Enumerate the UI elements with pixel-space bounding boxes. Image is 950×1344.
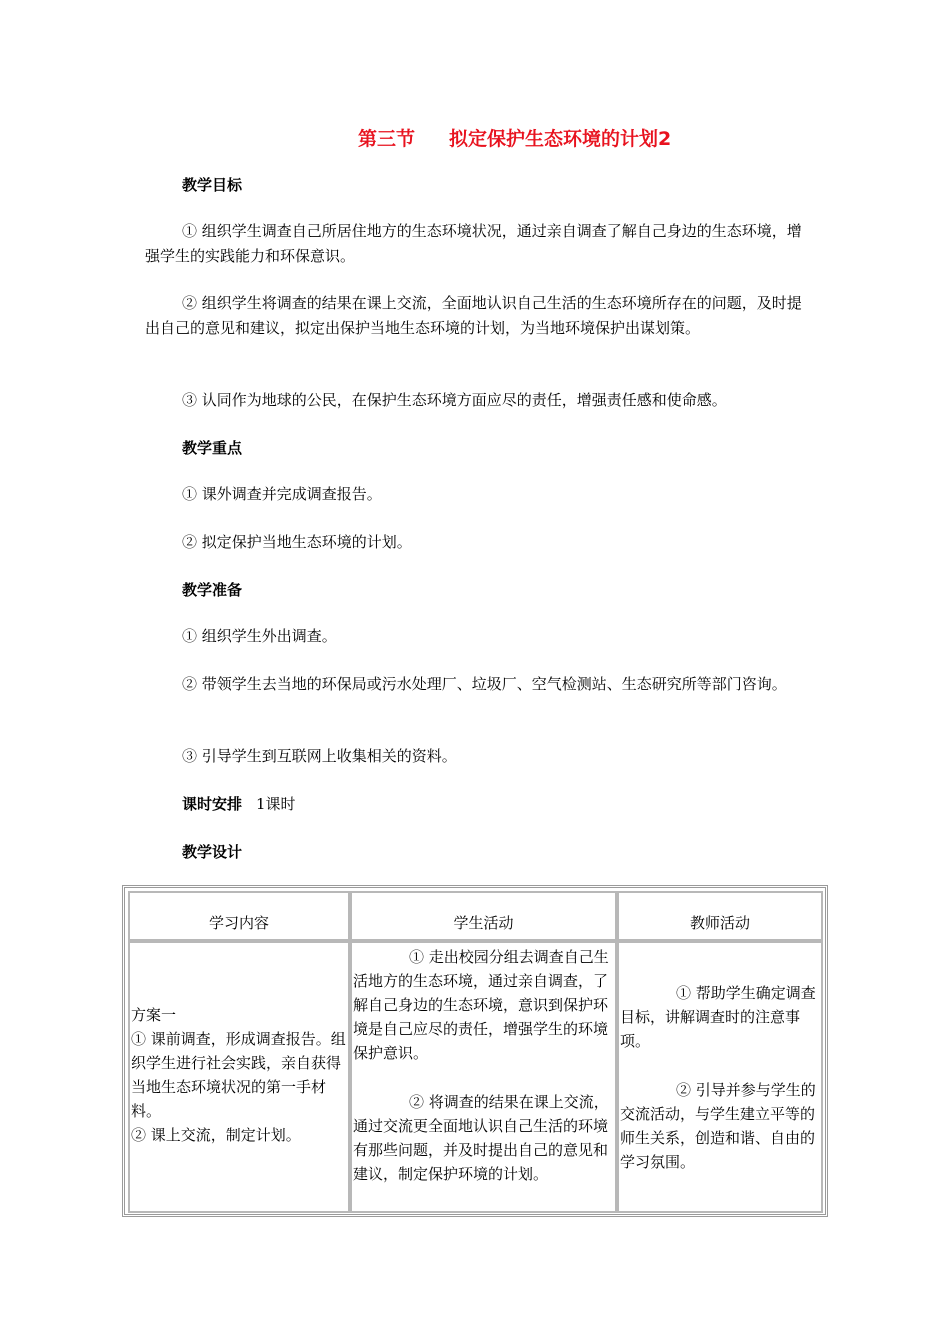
schedule-label: 课时安排 bbox=[182, 795, 243, 813]
schedule-line bbox=[182, 794, 296, 814]
student-activity-1: ① 走出校园分组去调查自己生活地方的生态环境，通过亲自调查，了解自己身边的生态环境，意识到保护环境是自己应尽的责任，增强学生的环境保护意识。 bbox=[353, 948, 609, 1062]
table-header-teacher: 教师活动 bbox=[617, 891, 823, 941]
key-point-2: ② 拟定保护当地生态环境的计划。 bbox=[182, 533, 412, 551]
table-cell-student bbox=[350, 941, 617, 1213]
goal-item-1: ① 组织学生调查自己所居住地方的生态环境状况，通过亲自调查了解自己身边的生态环境，增强学生的实践能力和环保意识。 bbox=[145, 222, 802, 265]
table-header-student: 学生活动 bbox=[350, 891, 617, 941]
goal-item-3: ③ 认同作为地球的公民，在保护生态环境方面应尽的责任，增强责任感和使命感。 bbox=[182, 391, 727, 409]
content-item-1: ① 课前调查，形成调查报告。组织学生进行社会实践，亲自获得当地生态环境状况的第一手材料。 bbox=[131, 1030, 346, 1120]
title-text: 拟定保护生态环境的计划2 bbox=[449, 128, 672, 150]
teacher-activity-2: ② 引导并参与学生的交流活动，与学生建立平等的师生关系，创造和谐、自由的学习氛围。 bbox=[620, 1081, 816, 1171]
preparation-heading: 教学准备 bbox=[182, 581, 243, 599]
title-section-number: 第三节 bbox=[358, 128, 416, 150]
student-activity-2: ② 将调查的结果在课上交流，通过交流更全面地认识自己生活的环境有那些问题，并及时提出自己的意见和建议，制定保护环境的计划。 bbox=[353, 1093, 609, 1183]
page-title bbox=[358, 126, 808, 152]
table-cell-teacher bbox=[617, 941, 823, 1213]
content-item-2: ② 课上交流，制定计划。 bbox=[131, 1126, 301, 1144]
preparation-item-1: ① 组织学生外出调查。 bbox=[182, 627, 337, 645]
design-heading: 教学设计 bbox=[182, 843, 243, 861]
key-points-heading: 教学重点 bbox=[182, 439, 243, 457]
table-cell-content bbox=[128, 941, 350, 1213]
preparation-item-2: ② 带领学生去当地的环保局或污水处理厂、垃圾厂、空气检测站、生态研究所等部门咨询。 bbox=[182, 675, 787, 693]
table-header-content: 学习内容 bbox=[128, 891, 350, 941]
design-table bbox=[122, 885, 828, 1217]
preparation-item-3: ③ 引导学生到互联网上收集相关的资料。 bbox=[182, 747, 457, 765]
content-plan-label: 方案一 bbox=[131, 1006, 177, 1024]
teacher-activity-1: ① 帮助学生确定调查目标，讲解调查时的注意事项。 bbox=[620, 984, 816, 1050]
key-point-1: ① 课外调查并完成调查报告。 bbox=[182, 485, 382, 503]
schedule-value: 1课时 bbox=[256, 795, 296, 813]
goal-item-2: ② 组织学生将调查的结果在课上交流，全面地认识自己生活的生态环境所存在的问题，及时提出自己的意见和建议，拟定出保护当地生态环境的计划，为当地环境保护出谋划策。 bbox=[145, 294, 802, 337]
goals-heading: 教学目标 bbox=[182, 176, 243, 194]
